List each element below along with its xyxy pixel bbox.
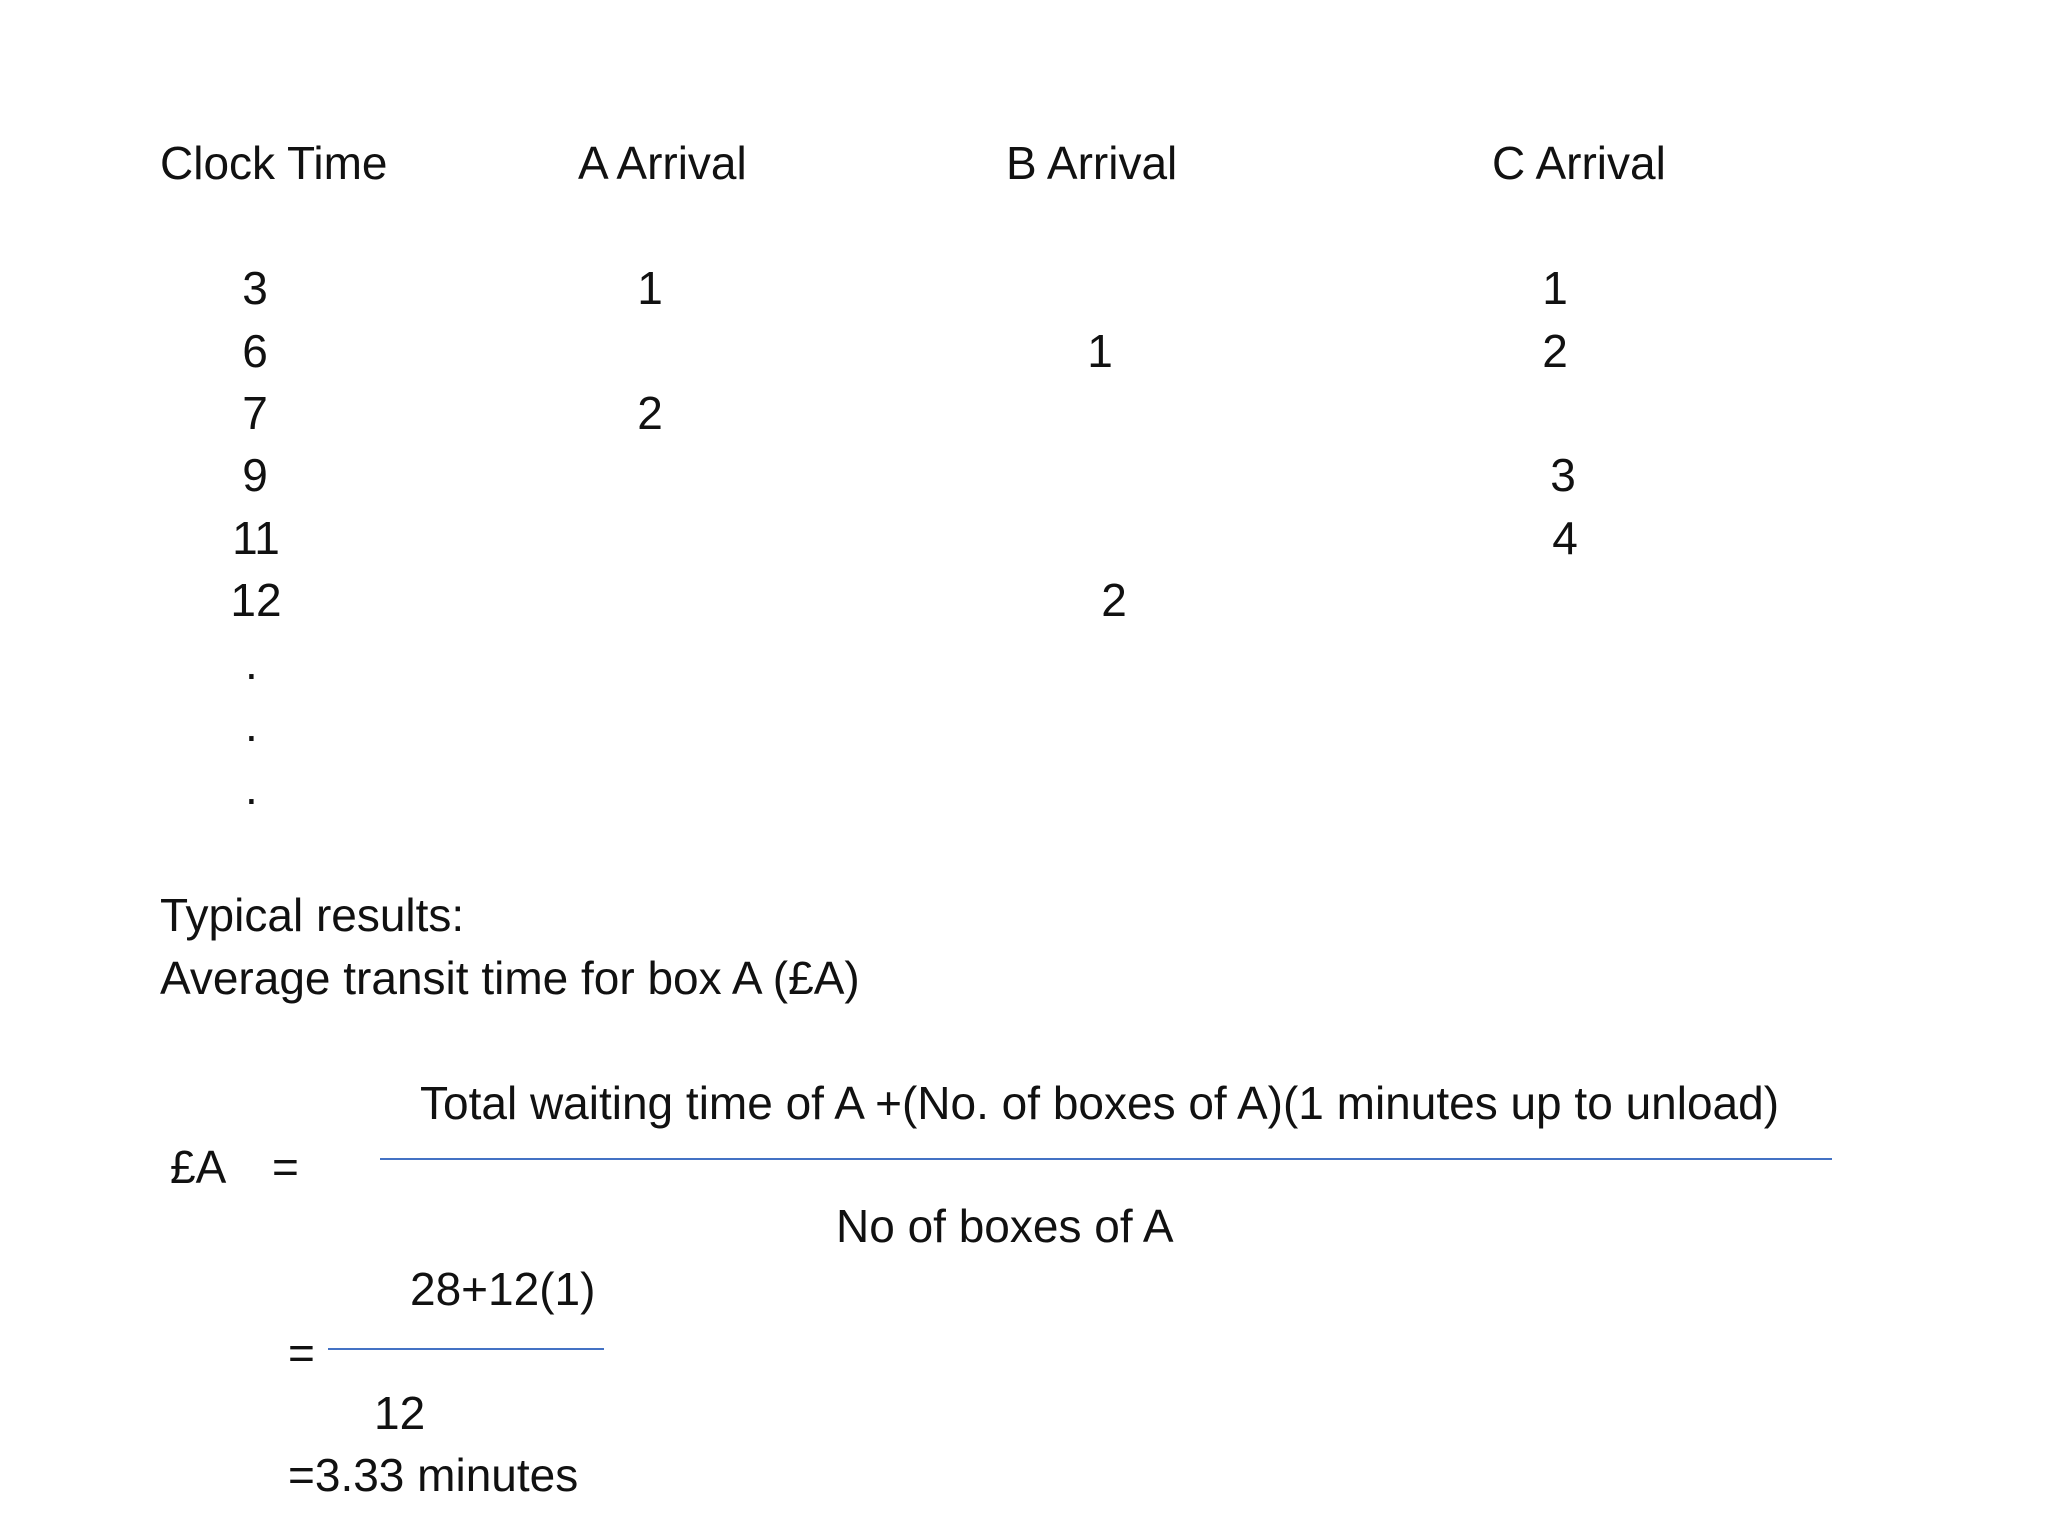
- header-c-arrival: C Arrival: [1492, 137, 1666, 189]
- results-subheading: Average transit time for box A (£A): [160, 952, 860, 1004]
- cell-c: 2: [1542, 325, 1568, 377]
- step-fraction-line: [328, 1348, 604, 1350]
- header-a-arrival: A Arrival: [578, 137, 747, 189]
- ellipsis-dot: .: [245, 637, 258, 689]
- final-result: =3.33 minutes: [288, 1449, 579, 1501]
- formula-equals: =: [272, 1141, 299, 1193]
- results-heading: Typical results:: [160, 889, 465, 941]
- fraction-line: [380, 1158, 1832, 1160]
- formula-numerator: Total waiting time of A +(No. of boxes of A)(1 minutes up to unload): [420, 1077, 1780, 1129]
- cell-clock: 12: [230, 574, 282, 626]
- cell-clock: 7: [242, 387, 268, 439]
- cell-a: 2: [637, 387, 663, 439]
- cell-c: 3: [1550, 449, 1576, 501]
- header-b-arrival: B Arrival: [1006, 137, 1178, 189]
- step-numerator: 28+12(1): [410, 1263, 596, 1315]
- cell-b: 1: [1087, 325, 1113, 377]
- cell-clock: 9: [242, 449, 268, 501]
- step-denominator: 12: [374, 1387, 426, 1439]
- ellipsis-dot: .: [245, 699, 258, 751]
- formula-denominator: No of boxes of A: [836, 1200, 1174, 1252]
- cell-a: 1: [637, 262, 663, 314]
- cell-c: 4: [1552, 512, 1578, 564]
- cell-b: 2: [1101, 574, 1127, 626]
- cell-clock: 11: [232, 512, 280, 564]
- ellipsis-dot: .: [245, 762, 258, 814]
- header-clock-time: Clock Time: [160, 137, 388, 189]
- formula-symbol: £A: [170, 1141, 227, 1193]
- cell-c: 1: [1542, 262, 1568, 314]
- cell-clock: 6: [242, 325, 268, 377]
- cell-clock: 3: [242, 262, 268, 314]
- step-equals: =: [288, 1327, 315, 1379]
